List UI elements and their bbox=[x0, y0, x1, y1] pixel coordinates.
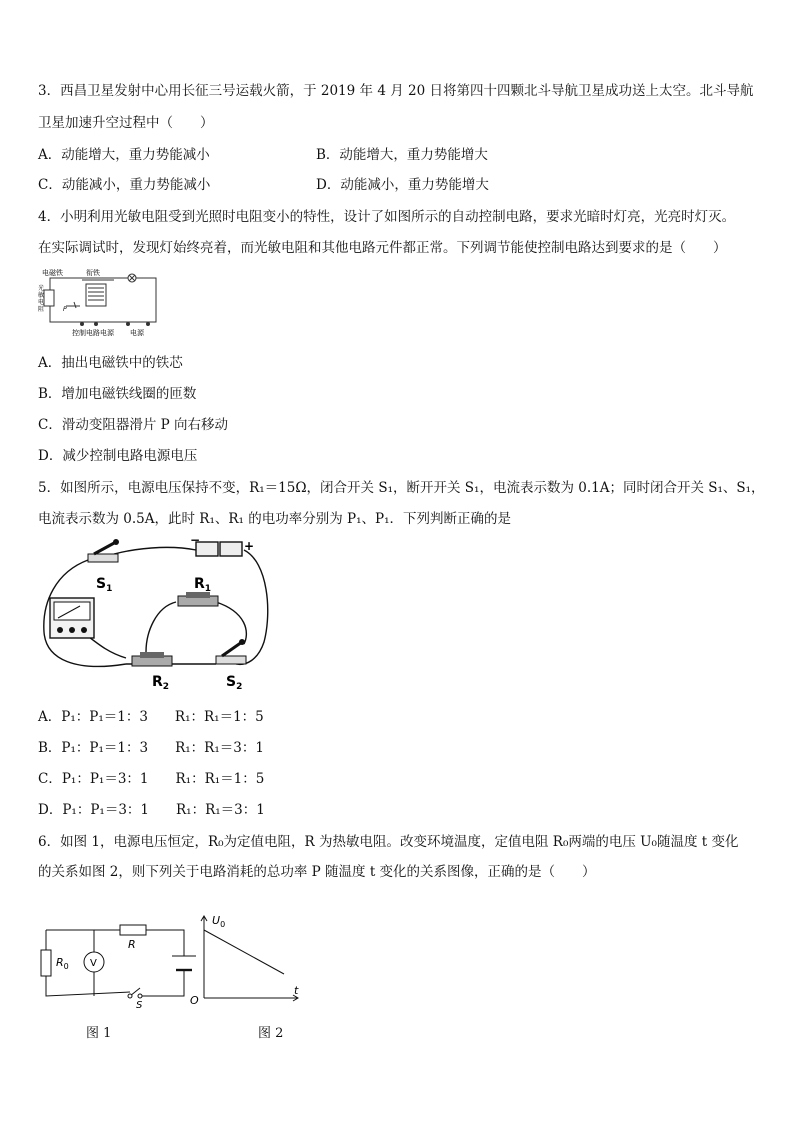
q5-option-d[interactable]: D．P₁：P₁＝3：1 R₁：R₁＝3：1 bbox=[38, 802, 265, 818]
q4-label-photo-2: 敏 bbox=[38, 292, 45, 299]
q5-label-plus: + bbox=[244, 539, 255, 553]
q5-resistor-r2 bbox=[132, 652, 172, 666]
q3-stem-line1: 3．西昌卫星发射中心用长征三号运载火箭，于 2019 年 4 月 20 日将第四十四颗北斗导航卫星成功送上太空。北斗导航 bbox=[38, 83, 754, 99]
q6-label-r: R bbox=[128, 938, 136, 951]
q5-switch-s2 bbox=[216, 639, 246, 664]
q6-label-o: O bbox=[190, 994, 199, 1007]
q6-resistor-r0 bbox=[41, 950, 51, 976]
q6-figure2-caption: 图 2 bbox=[258, 1026, 284, 1041]
q4-label-p: P bbox=[63, 306, 67, 313]
q5-label-s2: $S_2$ bbox=[226, 674, 243, 692]
q5-option-c[interactable]: C．P₁：P₁＝3：1 R₁：R₁＝1：5 bbox=[38, 771, 265, 787]
q6-label-s: S bbox=[136, 1000, 143, 1011]
q5-label-s1: $S_1$ bbox=[96, 576, 113, 594]
q6-label-t: t bbox=[294, 984, 299, 997]
q5-resistor-r1 bbox=[178, 592, 218, 606]
q3-option-b[interactable]: B．动能增大，重力势能增大 bbox=[316, 147, 488, 163]
q6-stem-line2: 的关系如图 2，则下列关于电路消耗的总功率 P 随温度 t 变化的关系图像，正确的是（ ） bbox=[38, 864, 596, 880]
q4-option-b[interactable]: B．增加电磁铁线圈的匝数 bbox=[38, 386, 197, 402]
q6-label-r0: $R_0$ bbox=[56, 956, 69, 971]
q4-label-electromagnet: 电磁铁 bbox=[42, 269, 63, 277]
q4-stem-line2: 在实际调试时，发现灯始终亮着，而光敏电阻和其他电路元件都正常。下列调节能使控制电路达到要求的是（ ） bbox=[38, 240, 727, 256]
q6-resistor-r bbox=[120, 925, 146, 935]
q3-option-c[interactable]: C．动能减小，重力势能减小 bbox=[38, 177, 211, 193]
q6-graph-line bbox=[204, 930, 284, 974]
q4-label-photo-1: 光 bbox=[38, 285, 45, 292]
q4-label-photo-4: 阻 bbox=[38, 306, 45, 313]
q4-option-d[interactable]: D．减少控制电路电源电压 bbox=[38, 448, 198, 464]
q3-stem-line2: 卫星加速升空过程中（ ） bbox=[38, 115, 214, 131]
q6-figure2-graph bbox=[184, 910, 308, 1006]
q4-option-c[interactable]: C．滑动变阻器滑片 P 向右移动 bbox=[38, 417, 228, 433]
q5-ammeter bbox=[50, 598, 94, 638]
q5-label-minus: − bbox=[190, 533, 201, 547]
q6-figure1-caption: 图 1 bbox=[86, 1026, 112, 1041]
q5-battery bbox=[196, 542, 242, 556]
q5-stem-line2: 电流表示数为 0.5A，此时 R₁、R₁ 的电功率分别为 P₁、P₁．下列判断正确的是 bbox=[38, 511, 512, 527]
q4-stem-line1: 4．小明利用光敏电阻受到光照时电阻变小的特性，设计了如图所示的自动控制电路，要求光暗时灯亮，光亮时灯灭。 bbox=[38, 209, 736, 225]
q4-label-photo-3: 电 bbox=[38, 299, 45, 306]
q5-stem-line1: 5．如图所示，电源电压保持不变，R₁＝15Ω，闭合开关 S₁，断开开关 S₁，电流表示数为 0.1A；同时闭合开关 S₁、S₁， bbox=[38, 480, 765, 496]
q6-figure1-circuit bbox=[36, 912, 192, 1011]
q4-option-a[interactable]: A．抽出电磁铁中的铁芯 bbox=[38, 355, 183, 371]
q4-label-control-source: 控制电路电源 bbox=[72, 329, 114, 337]
q5-label-r1: $R_1$ bbox=[194, 576, 212, 594]
q4-control-circuit-figure bbox=[36, 266, 160, 338]
q4-label-armature: 衔铁 bbox=[86, 269, 100, 277]
q5-switch-s1 bbox=[88, 539, 119, 562]
q6-label-v: V bbox=[90, 958, 97, 969]
q4-label-source: 电源 bbox=[130, 329, 144, 337]
q5-option-a[interactable]: A．P₁：P₁＝1：3 R₁：R₁＝1：5 bbox=[38, 709, 264, 725]
q5-label-r2: $R_2$ bbox=[152, 674, 170, 692]
q3-option-d[interactable]: D．动能减小，重力势能增大 bbox=[316, 177, 489, 193]
q5-circuit-figure bbox=[36, 532, 276, 694]
q5-option-b[interactable]: B．P₁：P₁＝1：3 R₁：R₁＝3：1 bbox=[38, 740, 264, 756]
q6-stem-line1: 6．如图 1，电源电压恒定，R₀为定值电阻，R 为热敏电阻。改变环境温度，定值电阻 R₀两端的电压 U₀随温度 t 变化 bbox=[38, 834, 739, 850]
q6-label-u0: $U_0$ bbox=[212, 914, 226, 929]
q3-option-a[interactable]: A．动能增大，重力势能减小 bbox=[38, 147, 210, 163]
